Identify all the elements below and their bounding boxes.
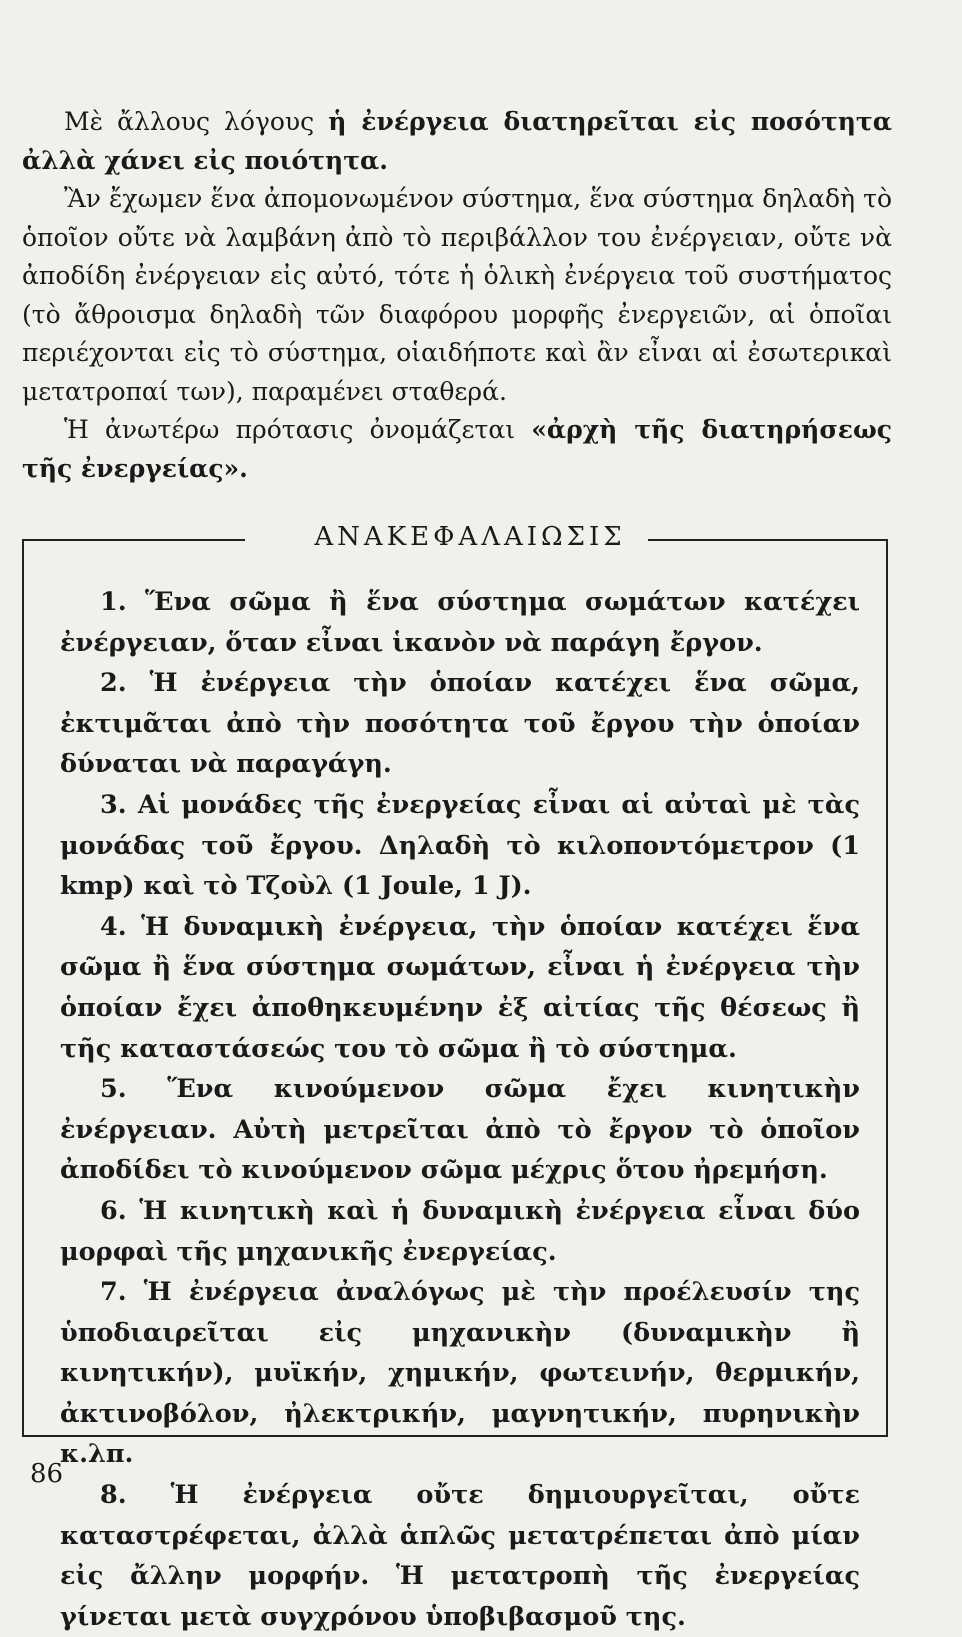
summary-item: 1. Ἕνα σῶμα ἢ ἕνα σύστημα σωμάτων κατέχει ἐνέργειαν, ὅταν εἶναι ἱκανὸν νὰ παράγη ἔργον. <box>60 587 860 658</box>
summary-item: 6. Ἡ κινητικὴ καὶ ἡ δυναμικὴ ἐνέργεια εἶναι δύο μορφαὶ τῆς μηχανικῆς ἐνεργείας. <box>60 1195 860 1267</box>
intro-p3-bold: «ἀρχὴ τῆς διατηρήσεως τῆς ἐνεργείας». <box>22 415 893 483</box>
intro-p3-plain: Ἡ ἀνωτέρω πρότασις ὀνομάζεται <box>64 415 532 444</box>
summary-heading-row <box>22 518 894 558</box>
summary-item: 5. Ἕνα κινούμενον σῶμα ἔχει κινητικὴν ἐνέργειαν. Αὐτὴ μετρεῖται ἀπὸ τὸ ἔργον τὸ ὁποῖον ἀποδίδει τὸ κινούμενον σῶμα μέχρις ὅτου ἠρεμήση. <box>60 1074 860 1186</box>
intro-paragraph-3 <box>22 411 892 488</box>
summary-item: 3. Αἱ μονάδες τῆς ἐνεργείας εἶναι αἱ αὐταὶ μὲ τὰς μονάδας τοῦ ἔργου. Δηλαδὴ τὸ κιλοποντόμετρον (1 kmp) καὶ τὸ Τζοὺλ (1 Joule, 1 J). <box>60 789 860 902</box>
summary-item: 4. Ἡ δυναμικὴ ἐνέργεια, τὴν ὁποίαν κατέχει ἕνα σῶμα ἢ ἕνα σύστημα σωμάτων, εἶναι ἡ ἐνέργεια τὴν ὁποίαν ἔχει ἀποθηκευμένην ἐξ αἰτίας τῆς θέσεως ἢ τῆς καταστάσεώς του τὸ σῶμα ἢ τὸ σύστημα. <box>60 911 860 1064</box>
intro-text <box>22 103 892 488</box>
summary-item: 8. Ἡ ἐνέργεια οὔτε δημιουργεῖται, οὔτε καταστρέφεται, ἀλλὰ ἁπλῶς μετατρέπεται ἀπὸ μίαν εἰς ἄλλην μορφήν. Ἡ μετατροπὴ τῆς ἐνεργείας γίνεται μετὰ συγχρόνου ὑποβιβασμοῦ της. <box>60 1480 860 1632</box>
intro-p1-plain: Μὲ ἄλλους λόγους <box>64 107 329 136</box>
summary-item: 2. Ἡ ἐνέργεια τὴν ὁποίαν κατέχει ἕνα σῶμα, ἐκτιμᾶται ἀπὸ τὴν ποσότητα τοῦ ἔργου τὴν ὁποίαν δύναται νὰ παραγάγη. <box>60 668 860 780</box>
intro-paragraph-1 <box>22 103 892 180</box>
page-number: 86 <box>30 1459 64 1489</box>
summary-heading: ΑΝΑΚΕΦΑΛΑΙΩΣΙΣ <box>314 522 626 552</box>
summary-list <box>60 582 860 1637</box>
intro-p1-bold: ἡ ἐνέργεια διατηρεῖται εἰς ποσότητα ἀλλὰ χάνει εἰς ποιότητα. <box>22 107 892 175</box>
summary-item: 7. Ἡ ἐνέργεια ἀναλόγως μὲ τὴν προέλευσίν της ὑποδιαιρεῖται εἰς μηχανικὴν (δυναμικὴν ἢ κινητικήν), μυϊκήν, χημικήν, φωτεινήν, θερμικήν, ἀκτινοβόλον, ἠλεκτρικήν, μαγνητικήν, πυρηνικὴν κ.λπ. <box>60 1277 860 1470</box>
intro-paragraph-2: Ἂν ἔχωμεν ἕνα ἀπομονωμένον σύστημα, ἕνα σύστημα δηλαδὴ τὸ ὁποῖον οὔτε νὰ λαμβάνη ἀπὸ τὸ περιβάλλον του ἐνέργειαν, οὔτε νὰ ἀποδίδη ἐνέργειαν εἰς αὐτό, τότε ἡ ὁλικὴ ἐνέργεια τοῦ συστήματος (τὸ ἄθροισμα δηλαδὴ τῶν διαφόρου μορφῆς ἐνεργειῶν, αἱ ὁποῖαι περιέχονται εἰς τὸ σύστημα, οἱαιδήποτε καὶ ἂν εἶναι αἱ ἐσωτερικαὶ μετατροπαί των), παραμένει σταθερά. <box>22 184 892 406</box>
